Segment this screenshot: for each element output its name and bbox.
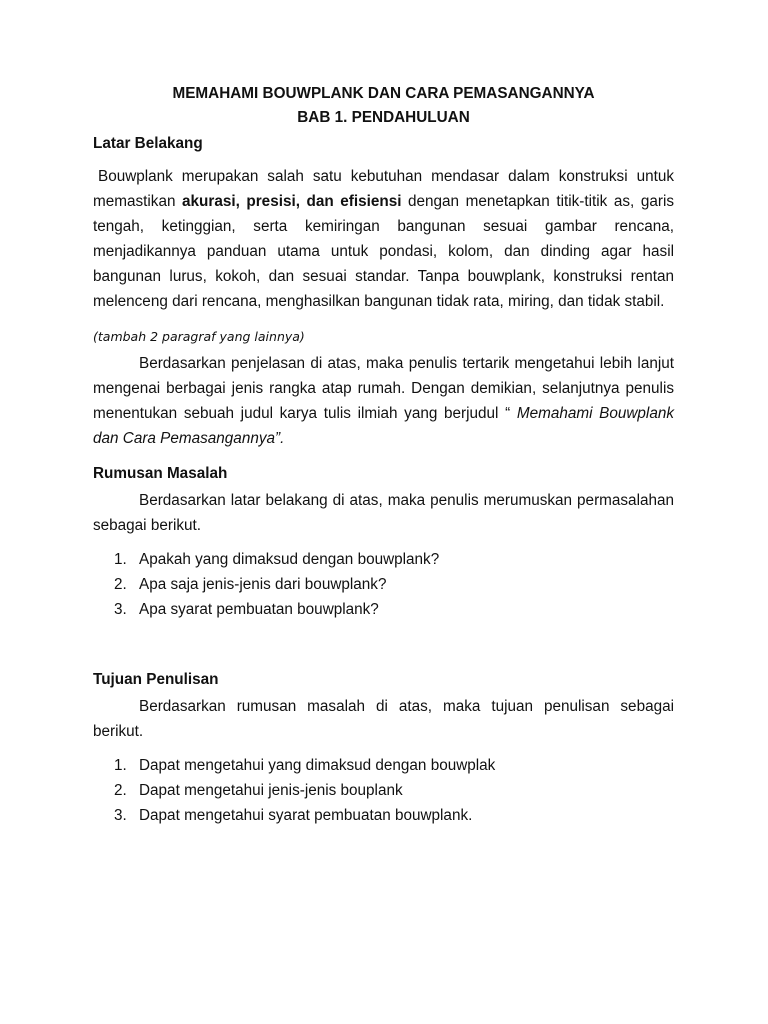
list-item: 1. Apakah yang dimaksud dengan bouwplank? bbox=[114, 551, 440, 568]
paragraph-rumusan-intro: Berdasarkan latar belakang di atas, maka penulis merumuskan permasalahan sebagai berikut. bbox=[93, 492, 674, 534]
editor-note: (tambah 2 paragraf yang lainnya) bbox=[93, 329, 305, 344]
section-heading-tujuan-penulisan: Tujuan Penulisan bbox=[93, 671, 219, 688]
paragraph-latar-2: Berdasarkan penjelasan di atas, maka penulis tertarik mengetahui lebih lanjut mengenai berbagai jenis rangka atap rumah. Dengan demikian, selanjutnya penulis menentukan sebuah judul karya tulis ilmiah yang berjudul “ Memahami Bouwplank dan Cara Pemasangannya”. bbox=[93, 355, 674, 447]
list-item: 2. Dapat mengetahui jenis-jenis bouplank bbox=[114, 782, 403, 799]
list-item: 2. Apa saja jenis-jenis dari bouwplank? bbox=[114, 576, 387, 593]
paragraph-latar-1: Bouwplank merupakan salah satu kebutuhan mendasar dalam konstruksi untuk memastikan akurasi, presisi, dan efisiensi dengan menetapkan titik-titik as, garis tengah, ketinggian, serta kemiringan bangunan sesuai gambar rencana, menjadikannya panduan utama untuk pondasi, kolom, dan dinding agar hasil bangunan lurus, kokoh, dan sesuai standar. Tanpa bouwplank, konstruksi rentan melenceng dari rencana, menghasilkan bangunan tidak rata, miring, dan tidak stabil. bbox=[93, 168, 674, 310]
list-item: 3. Dapat mengetahui syarat pembuatan bouwplank. bbox=[114, 807, 473, 824]
paragraph-tujuan-intro: Berdasarkan rumusan masalah di atas, maka tujuan penulisan sebagai berikut. bbox=[93, 698, 674, 740]
document-page bbox=[93, 82, 674, 828]
section-heading-rumusan-masalah: Rumusan Masalah bbox=[93, 465, 228, 482]
bold-phrase: akurasi, presisi, dan efisiensi bbox=[182, 193, 402, 210]
chapter-title: BAB 1. PENDAHULUAN bbox=[297, 109, 470, 126]
list-tujuan bbox=[93, 753, 674, 828]
italic-title-reference: Memahami Bouwplank dan Cara Pemasangannya”. bbox=[93, 405, 674, 447]
list-item: 3. Apa syarat pembuatan bouwplank? bbox=[114, 601, 379, 618]
list-rumusan bbox=[93, 547, 674, 622]
document-title: MEMAHAMI BOUWPLANK DAN CARA PEMASANGANNYA bbox=[172, 85, 595, 102]
section-heading-latar-belakang: Latar Belakang bbox=[93, 135, 203, 152]
list-item: 1. Dapat mengetahui yang dimaksud dengan bouwplak bbox=[114, 757, 496, 774]
